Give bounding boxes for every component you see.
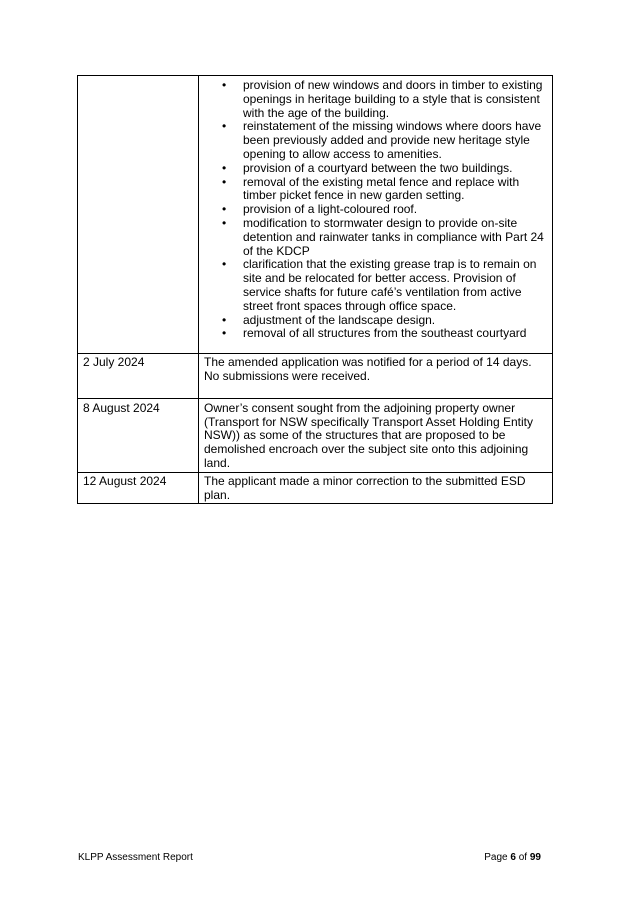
page-of: of xyxy=(515,852,530,863)
amendments-list xyxy=(204,79,548,341)
date-cell: 8 August 2024 xyxy=(78,398,199,472)
list-item: • removal of the existing metal fence and replace with timber picket fence in new garden setting. xyxy=(243,176,548,204)
table-row xyxy=(78,76,553,354)
list-item: • provision of a light-coloured roof. xyxy=(243,203,548,217)
list-item: • reinstatement of the missing windows where doors have been previously added and provide new heritage style opening to allow access to amenities. xyxy=(243,120,548,161)
date-cell xyxy=(78,76,199,354)
description-cell: The applicant made a minor correction to the submitted ESD plan. xyxy=(199,472,553,504)
list-item: • adjustment of the landscape design. xyxy=(243,314,548,328)
table-row xyxy=(78,472,553,504)
list-item: • modification to stormwater design to provide on-site detention and rainwater tanks in compliance with Part 24 of the KDCP xyxy=(243,217,548,258)
list-item: • clarification that the existing grease trap is to remain on site and be relocated for better access. Provision of service shafts for future café’s ventilation from active street front spaces through office space. xyxy=(243,258,548,313)
current-page: 6 xyxy=(510,852,516,863)
table-row xyxy=(78,354,553,399)
description-cell: Owner’s consent sought from the adjoining property owner (Transport for NSW specifically Transport Asset Holding Entity NSW)) as some of the structures that are proposed to be demolished encroach over the subject site onto this adjoining land. xyxy=(199,398,553,472)
list-item: • provision of new windows and doors in timber to existing openings in heritage building to a style that is consistent with the age of the building. xyxy=(243,79,548,120)
table-row xyxy=(78,398,553,472)
assessment-timeline-table xyxy=(77,75,553,504)
list-item: • provision of a courtyard between the two buildings. xyxy=(243,162,548,176)
description-cell xyxy=(199,76,553,354)
date-cell: 2 July 2024 xyxy=(78,354,199,399)
description-cell: The amended application was notified for a period of 14 days. No submissions were received. xyxy=(199,354,553,399)
total-pages: 99 xyxy=(529,852,541,863)
list-item: • removal of all structures from the southeast courtyard xyxy=(243,327,548,341)
page-prefix: Page xyxy=(484,852,511,863)
date-cell: 12 August 2024 xyxy=(78,472,199,504)
footer-page-number xyxy=(484,852,541,863)
footer-report-title: KLPP Assessment Report xyxy=(78,852,193,863)
